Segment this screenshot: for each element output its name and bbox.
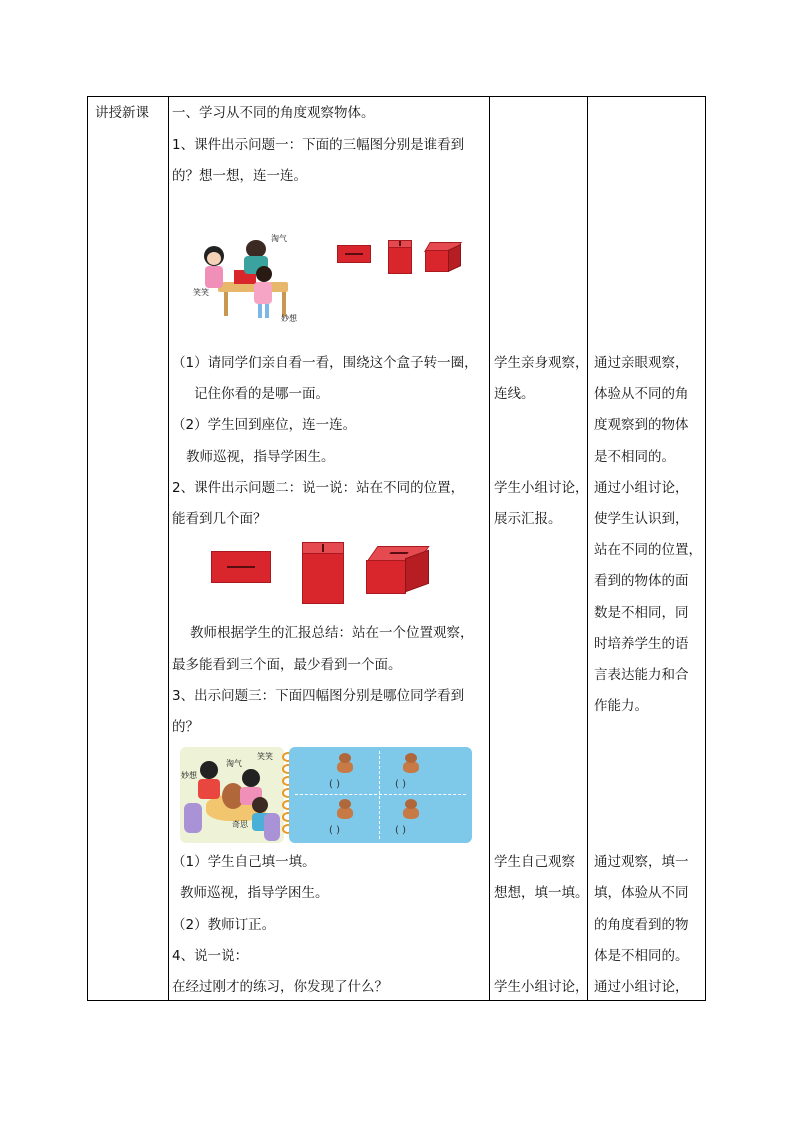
design-intent: 是不相同的。: [594, 449, 675, 465]
design-intent: 度观察到的物体: [594, 417, 689, 433]
design-intent: 体是不相同的。: [594, 948, 689, 964]
answer-blank[interactable]: ( ): [395, 825, 406, 836]
design-intent: 时培养学生的语: [594, 636, 689, 652]
bear-icon: [337, 753, 353, 773]
box-top-front-view: [388, 240, 412, 274]
design-intent: 言表达能力和合: [594, 667, 689, 683]
design-intent: 通过亲眼观察，: [594, 355, 689, 371]
name-label: 淘气: [226, 759, 242, 768]
student-activity: 学生亲身观察，: [494, 355, 589, 371]
step-line: （2）学生回到座位，连一连。: [172, 417, 357, 433]
student-activity: 学生小组讨论，: [494, 480, 589, 496]
step-line: （1）学生自己填一填。: [172, 854, 316, 870]
question-2-line: 能看到几个面？: [172, 511, 267, 527]
student-activity: 学生小组讨论，: [494, 979, 589, 995]
answer-blank[interactable]: ( ): [395, 779, 406, 790]
box-front-view-large: [211, 551, 271, 583]
column-divider: [168, 97, 169, 1000]
step-line: 记住你看的是哪一面。: [194, 386, 329, 402]
question-4-line: 在经过刚才的练习，你发现了什么？: [172, 979, 388, 995]
heading-line: 一、学习从不同的角度观察物体。: [172, 105, 375, 121]
student-activity: 学生自己观察: [494, 854, 575, 870]
student-activity: 连线。: [494, 386, 535, 402]
name-label: 淘气: [271, 234, 287, 243]
summary-line: 最多能看到三个面，最少看到一个面。: [172, 657, 402, 673]
answer-blank[interactable]: ( ): [329, 779, 340, 790]
step-line: 教师巡视，指导学困生。: [186, 449, 335, 465]
question-3-line: 3、出示问题三：下面四幅图分别是哪位同学看到: [172, 688, 465, 704]
question-1-line: 1、课件出示问题一：下面的三幅图分别是谁看到: [172, 137, 465, 153]
design-intent: 通过观察，填一: [594, 854, 689, 870]
bear-icon: [403, 799, 419, 819]
design-intent: 使学生认识到，: [594, 511, 689, 527]
step-line: （1）请同学们亲自看一看，围绕这个盒子转一圈，: [172, 355, 478, 371]
student-activity: 展示汇报。: [494, 511, 562, 527]
name-label: 妙想: [181, 771, 197, 780]
name-label: 笑笑: [257, 752, 273, 761]
box-top-front-view-large: [302, 542, 344, 604]
column-divider: [587, 97, 588, 1000]
name-label: 奇思: [232, 820, 248, 829]
design-intent: 作能力。: [594, 698, 648, 714]
name-label: 妙想: [281, 314, 297, 323]
summary-line: 教师根据学生的汇报总结：站在一个位置观察，: [190, 625, 474, 641]
section-label: 讲授新课: [95, 105, 149, 121]
bear-views-panel: [289, 747, 472, 843]
step-line: 教师巡视，指导学困生。: [180, 885, 329, 901]
figure-children-around-box: [190, 232, 294, 330]
student-activity: 想想，填一填。: [494, 885, 589, 901]
design-intent: 站在不同的位置，: [594, 542, 702, 558]
step-line: （2）教师订正。: [172, 917, 276, 933]
design-intent: 数是不相同，同: [594, 605, 689, 621]
box-three-face-view: [425, 242, 461, 272]
name-label: 笑笑: [193, 288, 209, 297]
box-front-view: [337, 245, 371, 263]
design-intent: 的角度看到的物: [594, 917, 689, 933]
design-intent: 看到的物体的面: [594, 573, 689, 589]
design-intent: 体验从不同的角: [594, 386, 689, 402]
answer-blank[interactable]: ( ): [329, 825, 340, 836]
design-intent: 通过小组讨论，: [594, 979, 689, 995]
question-4-line: 4、说一说：: [172, 948, 249, 964]
box-three-face-view-large: [366, 546, 430, 594]
design-intent: 通过小组讨论，: [594, 480, 689, 496]
question-1-line: 的？想一想，连一连。: [172, 168, 307, 184]
question-2-line: 2、课件出示问题二：说一说：站在不同的位置，: [172, 480, 465, 496]
design-intent: 填，体验从不同: [594, 885, 689, 901]
column-divider: [489, 97, 490, 1000]
bear-icon: [337, 799, 353, 819]
question-3-line: 的？: [172, 719, 199, 735]
bear-icon: [403, 753, 419, 773]
